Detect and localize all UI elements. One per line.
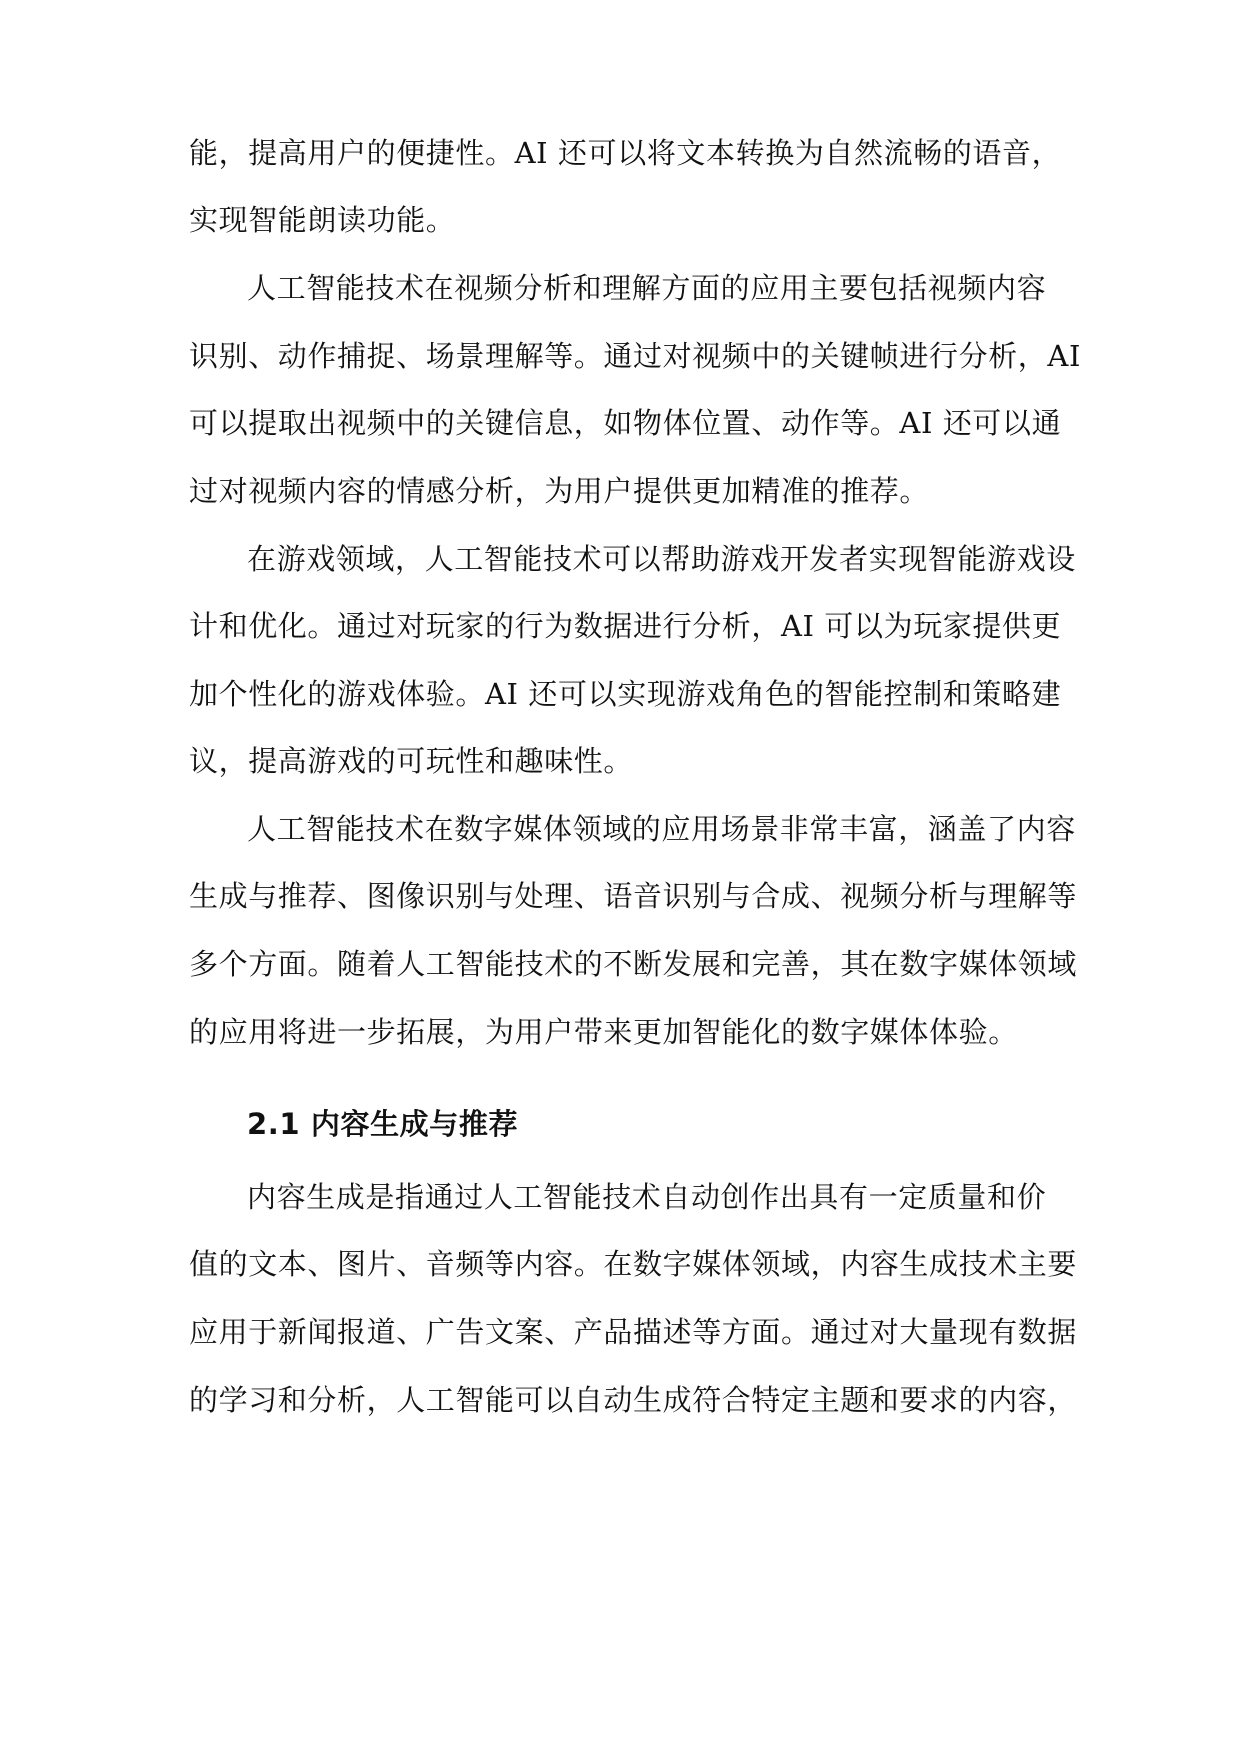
section-paragraph-line-4: 的学习和分析，人工智能可以自动生成符合特定主题和要求的内容， [189, 1383, 1078, 1417]
paragraph-3-line-2: 计和优化。通过对玩家的行为数据进行分析，AI 可以为玩家提供更 [189, 609, 1062, 643]
paragraph-1-line-1: 能，提高用户的便捷性。AI 还可以将文本转换为自然流畅的语音， [189, 136, 1062, 170]
paragraph-4-line-2: 生成与推荐、图像识别与处理、语音识别与合成、视频分析与理解等 [189, 879, 1078, 913]
paragraph-2-line-3: 可以提取出视频中的关键信息，如物体位置、动作等。AI 还可以通 [189, 406, 1062, 440]
paragraph-4-line-3: 多个方面。随着人工智能技术的不断发展和完善，其在数字媒体领域 [189, 947, 1078, 981]
paragraph-4-line-1: 人工智能技术在数字媒体领域的应用场景非常丰富，涵盖了内容 [247, 812, 1076, 846]
paragraph-3-line-3: 加个性化的游戏体验。AI 还可以实现游戏角色的智能控制和策略建 [189, 677, 1062, 711]
paragraph-2-line-1: 人工智能技术在视频分析和理解方面的应用主要包括视频内容 [247, 271, 1047, 305]
section-paragraph-line-1: 内容生成是指通过人工智能技术自动创作出具有一定质量和价 [247, 1180, 1047, 1214]
paragraph-2-line-4: 过对视频内容的情感分析，为用户提供更加精准的推荐。 [189, 474, 930, 508]
section-heading: 2.1 内容生成与推荐 [247, 1107, 519, 1141]
section-paragraph-line-3: 应用于新闻报道、广告文案、产品描述等方面。通过对大量现有数据 [189, 1315, 1078, 1349]
section-paragraph-line-2: 值的文本、图片、音频等内容。在数字媒体领域，内容生成技术主要 [189, 1247, 1078, 1281]
paragraph-1-line-2: 实现智能朗读功能。 [189, 203, 456, 237]
paragraph-2-line-2: 识别、动作捕捉、场景理解等。通过对视频中的关键帧进行分析，AI [189, 339, 1081, 373]
paragraph-3-line-1: 在游戏领域，人工智能技术可以帮助游戏开发者实现智能游戏设 [247, 542, 1076, 576]
paragraph-3-line-4: 议，提高游戏的可玩性和趣味性。 [189, 744, 634, 778]
paragraph-4-line-4: 的应用将进一步拓展，为用户带来更加智能化的数字媒体体验。 [189, 1015, 1018, 1049]
